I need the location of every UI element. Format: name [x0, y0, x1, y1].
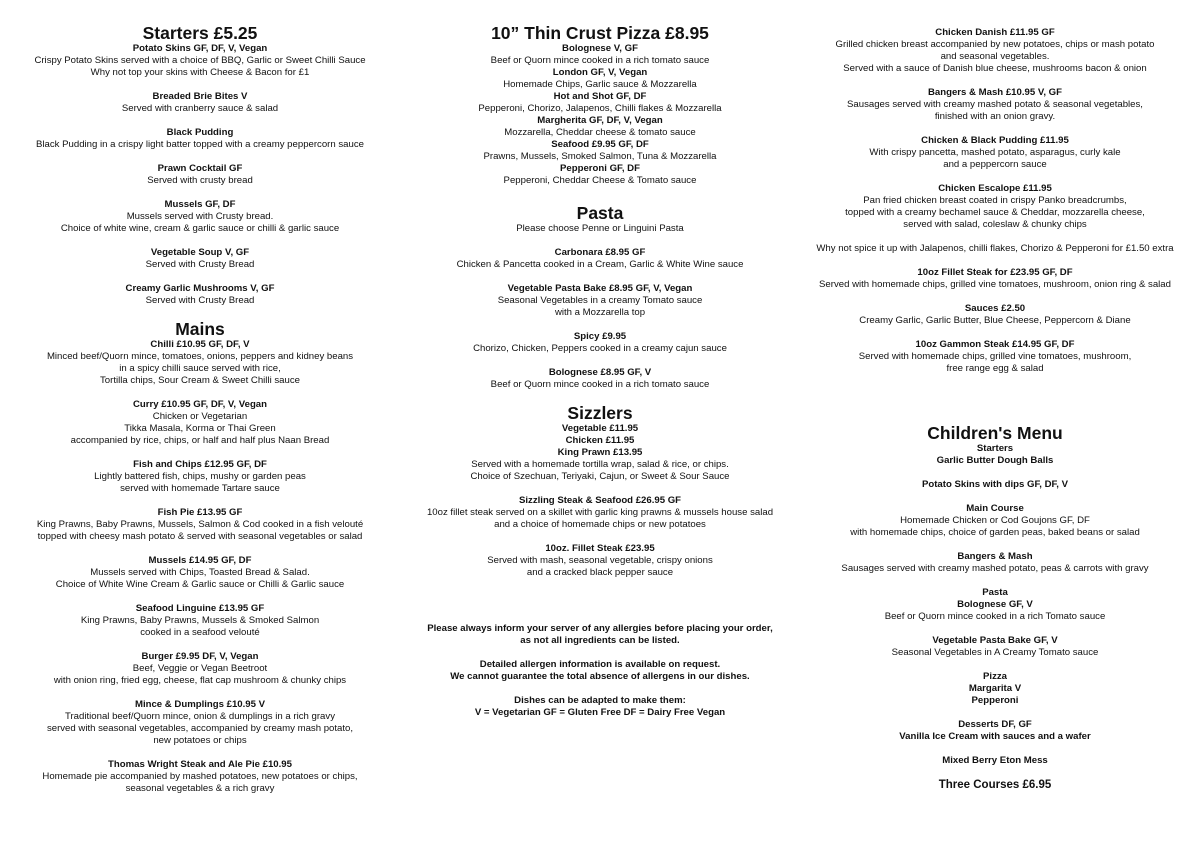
menu-item [15, 283, 385, 307]
kids-vpb-desc: Seasonal Vegetables in A Creamy Tomato sauce [891, 647, 1099, 658]
menu-item-name: Bangers & Mash £10.95 V, GF [927, 87, 1063, 98]
sizzlers-more-list [410, 495, 790, 579]
kids-title: Children's Menu [927, 423, 1063, 443]
menu-item [15, 339, 385, 387]
menu-item [410, 67, 790, 91]
kids-bangers-name: Bangers & Mash [957, 551, 1033, 562]
menu-item-description: Mozzarella, Cheddar cheese & tomato sauce [504, 127, 696, 138]
menu-item-description: Choice of White Wine Cream & Garlic sauce or Chilli & Garlic sauce [55, 579, 345, 590]
allergen-note [410, 659, 790, 683]
kids-pizza-item: Margarita V [968, 683, 1022, 694]
menu-item-name: 10oz Fillet Steak for £23.95 GF, DF [917, 267, 1073, 278]
menu-item-description: Traditional beef/Quorn mince, onion & dumplings in a rich gravy [64, 711, 335, 722]
menu-item-name: Bolognese £8.95 GF, V [548, 367, 652, 378]
pizza-list [410, 43, 790, 187]
allergen-note [410, 695, 790, 719]
childrens-menu [800, 423, 1190, 791]
menu-item-name: Chicken & Black Pudding £11.95 [921, 135, 1069, 146]
menu-item-description: Served with cranberry sauce & salad [121, 103, 279, 114]
menu-item-description: Pan fried chicken breast coated in crispy Panko breadcrumbs, [863, 195, 1127, 206]
menu-item [410, 91, 790, 115]
allergen-note [410, 623, 790, 647]
menu-item-description: Crispy Potato Skins served with a choice of BBQ, Garlic or Sweet Chilli Sauce [34, 55, 366, 66]
sizzler-name: Chicken £11.95 [565, 435, 635, 446]
menu-item-description: Chorizo, Chicken, Peppers cooked in a creamy cajun sauce [473, 343, 727, 354]
allergen-note-line: as not all ingredients can be listed. [520, 635, 680, 646]
sizzler-name: King Prawn £13.95 [557, 447, 643, 458]
menu-item [800, 303, 1190, 327]
menu-item-name: Hot and Shot GF, DF [553, 91, 647, 102]
menu-item-description: Homemade pie accompanied by mashed potatoes, new potatoes or chips, [42, 771, 358, 782]
pasta-title: Pasta [576, 203, 624, 223]
menu-item [800, 135, 1190, 171]
kids-desserts [800, 719, 1190, 743]
kids-three-courses: Three Courses £6.95 [938, 779, 1052, 791]
menu-item-description: free range egg & salad [946, 363, 1044, 374]
menu-item-description: Served with mash, seasonal vegetable, crispy onions [487, 555, 713, 566]
menu-item-description: Choice of white wine, cream & garlic sauce or chilli & garlic sauce [60, 223, 340, 234]
menu-item-name: Fish Pie £13.95 GF [157, 507, 243, 518]
allergen-note-line: We cannot guarantee the total absence of allergens in our dishes. [450, 671, 750, 682]
kids-main-head: Main Course [966, 503, 1024, 514]
menu-item [410, 331, 790, 355]
menu-item-name: Seafood £9.95 GF, DF [551, 139, 649, 150]
menu-item-description: Chicken or Vegetarian [152, 411, 248, 422]
menu-item [410, 247, 790, 271]
menu-item [15, 163, 385, 187]
kids-starters [800, 443, 1190, 467]
menu-item [15, 759, 385, 795]
menu-item-description: served with salad, coleslaw & chunky chips [903, 219, 1087, 230]
menu-item [15, 699, 385, 747]
pasta-intro: Please choose Penne or Linguini Pasta [516, 223, 684, 234]
menu-item [15, 199, 385, 235]
sizzler-description-line: Choice of Szechuan, Teriyaki, Cajun, or Sweet & Sour Sauce [470, 471, 730, 482]
menu-item-description: Seasonal Vegetables in a creamy Tomato sauce [497, 295, 703, 306]
menu-item [15, 507, 385, 543]
menu-item-description: Mussels served with Chips, Toasted Bread & Salad. [90, 567, 310, 578]
menu-item [410, 163, 790, 187]
sizzler-description-line: Served with a homemade tortilla wrap, salad & rice, or chips. [471, 459, 729, 470]
kids-starter-dough-balls: Garlic Butter Dough Balls [936, 455, 1054, 466]
menu-item-description: Prawns, Mussels, Smoked Salmon, Tuna & Mozzarella [483, 151, 717, 162]
spice-note: Why not spice it up with Jalapenos, chilli flakes, Chorizo & Pepperoni for £1.50 extra [816, 243, 1174, 254]
menu-item-name: Potato Skins GF, DF, V, Vegan [132, 43, 268, 54]
column-pizza-pasta-sizzlers [410, 23, 790, 731]
menu-item-description: in a spicy chilli sauce served with rice, [119, 363, 281, 374]
kids-starter-potato-skins: Potato Skins with dips GF, DF, V [921, 479, 1069, 490]
kids-pizza-item: Pepperoni [971, 695, 1019, 706]
menu-item-name: Sauces £2.50 [964, 303, 1026, 314]
menu-item [410, 283, 790, 319]
menu-item-description: Creamy Garlic, Garlic Butter, Blue Cheese, Peppercorn & Diane [859, 315, 1131, 326]
kids-pasta [800, 587, 1190, 623]
menu-item-description: and a cracked black pepper sauce [526, 567, 674, 578]
pasta-list [410, 247, 790, 391]
pizza-title: 10” Thin Crust Pizza £8.95 [491, 23, 709, 43]
menu-item-description: new potatoes or chips [153, 735, 247, 746]
starters-title: Starters £5.25 [142, 23, 258, 43]
menu-item-description: Beef, Veggie or Vegan Beetroot [132, 663, 268, 674]
menu-item-name: Seafood Linguine £13.95 GF [135, 603, 265, 614]
menu-item-description: finished with an onion gravy. [934, 111, 1056, 122]
menu-item [800, 87, 1190, 123]
menu-item [800, 27, 1190, 75]
allergen-note-line: V = Vegetarian GF = Gluten Free DF = Dairy Free Vegan [474, 707, 726, 718]
menu-item-description: Sausages served with creamy mashed potato & seasonal vegetables, [847, 99, 1143, 110]
kids-desserts-desc: Vanilla Ice Cream with sauces and a wafer [899, 731, 1091, 742]
menu-item [410, 495, 790, 531]
menu-item-description: with a Mozzarella top [554, 307, 646, 318]
kids-pasta-name: Bolognese GF, V [957, 599, 1033, 610]
menu-item-description: Pepperoni, Chorizo, Jalapenos, Chilli flakes & Mozzarella [478, 103, 722, 114]
kids-starters-head: Starters [976, 443, 1014, 454]
menu-item-name: Thomas Wright Steak and Ale Pie £10.95 [108, 759, 292, 770]
menu-item-description: Tortilla chips, Sour Cream & Sweet Chilli sauce [100, 375, 300, 386]
menu-item [15, 399, 385, 447]
menu-item-name: Vegetable Pasta Bake £8.95 GF, V, Vegan [507, 283, 693, 294]
starters-list [15, 43, 385, 307]
menu-item-name: Mince & Dumplings £10.95 V [134, 699, 266, 710]
menu-item-description: Why not top your skins with Cheese & Bacon for £1 [90, 67, 310, 78]
menu-item-description: Served with a sauce of Danish blue cheese, mushrooms bacon & onion [843, 63, 1147, 74]
menu-item-description: Minced beef/Quorn mince, tomatoes, onions, peppers and kidney beans [46, 351, 354, 362]
menu-item-name: Bolognese V, GF [562, 43, 638, 54]
menu-item-name: Burger £9.95 DF, V, Vegan [141, 651, 259, 662]
steaks-list [800, 267, 1190, 375]
menu-item-name: Chicken Escalope £11.95 [938, 183, 1052, 194]
menu-item-description: 10oz fillet steak served on a skillet with garlic king prawns & mussels house salad [426, 507, 774, 518]
menu-item-description: Homemade Chips, Garlic sauce & Mozzarella [503, 79, 697, 90]
menu-item-description: with onion ring, fried egg, cheese, flat cap mushroom & chunky chips [53, 675, 347, 686]
kids-desserts-head: Desserts DF, GF [958, 719, 1032, 730]
menu-item [15, 459, 385, 495]
menu-item-description: Pepperoni, Cheddar Cheese & Tomato sauce [503, 175, 697, 186]
kids-pasta-desc: Beef or Quorn mince cooked in a rich Tomato sauce [884, 611, 1106, 622]
menu-item-description: Tikka Masala, Korma or Thai Green [124, 423, 276, 434]
menu-item-name: Carbonara £8.95 GF [554, 247, 646, 258]
menu-item-name: 10oz. Fillet Steak £23.95 [545, 543, 655, 554]
menu-item [15, 247, 385, 271]
menu-item [410, 543, 790, 579]
allergen-note-line: Please always inform your server of any allergies before placing your order, [427, 623, 773, 634]
menu-item [800, 339, 1190, 375]
kids-pizza-head: Pizza [983, 671, 1007, 682]
column-specials-kids [800, 27, 1190, 791]
menu-item-description: King Prawns, Baby Prawns, Mussels & Smoked Salmon [80, 615, 320, 626]
column-starters-mains [15, 23, 385, 807]
kids-main-desc-2: with homemade chips, choice of garden peas, baked beans or salad [850, 527, 1140, 538]
menu-item-name: Margherita GF, DF, V, Vegan [537, 115, 663, 126]
menu-item-description: topped with a creamy bechamel sauce & Cheddar, mozzarella cheese, [845, 207, 1145, 218]
sizzlers-group [410, 423, 790, 483]
sizzler-description [410, 459, 790, 483]
menu-item-description: With crispy pancetta, mashed potato, asparagus, curly kale [869, 147, 1121, 158]
menu-item [800, 267, 1190, 291]
menu-item [410, 139, 790, 163]
kids-veg-pasta-bake [800, 635, 1190, 659]
menu-item-name: Pepperoni GF, DF [560, 163, 640, 174]
allergen-notes [410, 623, 790, 719]
menu-item-description: accompanied by rice, chips, or half and half plus Naan Bread [70, 435, 330, 446]
menu-item-description: Chicken & Pancetta cooked in a Cream, Garlic & White Wine sauce [456, 259, 744, 270]
menu-item-description: Black Pudding in a crispy light batter topped with a creamy peppercorn sauce [36, 139, 364, 150]
kids-main-course [800, 503, 1190, 539]
menu-item [15, 651, 385, 687]
menu-item [15, 91, 385, 115]
menu-item-description: Mussels served with Crusty bread. [126, 211, 274, 222]
menu-item-name: Chilli £10.95 GF, DF, V [150, 339, 250, 350]
menu-item [410, 115, 790, 139]
menu-item [15, 603, 385, 639]
sizzlers-title: Sizzlers [567, 403, 633, 423]
menu-item-description: Served with Crusty Bread [145, 259, 255, 270]
menu-item-description: topped with cheesy mash potato & served with seasonal vegetables or salad [37, 531, 363, 542]
kids-bangers [800, 551, 1190, 575]
kids-main-desc-1: Homemade Chicken or Cod Goujons GF, DF [900, 515, 1090, 526]
menu-item-description: Served with Crusty Bread [145, 295, 255, 306]
menu-item-name: Sizzling Steak & Seafood £26.95 GF [518, 495, 682, 506]
menu-item [15, 555, 385, 591]
menu-item-name: Curry £10.95 GF, DF, V, Vegan [132, 399, 268, 410]
menu-item [410, 367, 790, 391]
menu-item-name: Mussels £14.95 GF, DF [148, 555, 252, 566]
kids-vpb-name: Vegetable Pasta Bake GF, V [932, 635, 1058, 646]
menu-item-description: and a peppercorn sauce [943, 159, 1047, 170]
kids-pasta-head: Pasta [982, 587, 1008, 598]
menu-item-description: served with seasonal vegetables, accompanied by creamy mash potato, [46, 723, 354, 734]
menu-item-name: Vegetable Soup V, GF [150, 247, 250, 258]
kids-bangers-desc: Sausages served with creamy mashed potato, peas & carrots with gravy [841, 563, 1149, 574]
menu-item-name: Creamy Garlic Mushrooms V, GF [125, 283, 275, 294]
kids-pizza [800, 671, 1190, 707]
menu-item-description: Lightly battered fish, chips, mushy or garden peas [94, 471, 306, 482]
menu-item-name: Chicken Danish £11.95 GF [935, 27, 1055, 38]
menu-item-name: Fish and Chips £12.95 GF, DF [133, 459, 267, 470]
menu-item-description: Beef or Quorn mince cooked in a rich tomato sauce [490, 55, 710, 66]
menu-item [800, 183, 1190, 231]
menu-item-description: King Prawns, Baby Prawns, Mussels, Salmon & Cod cooked in a fish velouté [36, 519, 364, 530]
menu-item-description: cooked in a seafood velouté [140, 627, 260, 638]
sizzler-name: Vegetable £11.95 [561, 423, 639, 434]
menu-item-description: Served with crusty bread [147, 175, 253, 186]
menu-item-name: Black Pudding [166, 127, 234, 138]
menu-item-description: and a choice of homemade chips or new potatoes [494, 519, 706, 530]
menu-item-name: Prawn Cocktail GF [157, 163, 243, 174]
menu-item-description: and seasonal vegetables. [940, 51, 1050, 62]
menu-item-name: 10oz Gammon Steak £14.95 GF, DF [915, 339, 1075, 350]
allergen-note-line: Dishes can be adapted to make them: [514, 695, 686, 706]
menu-item-description: served with homemade Tartare sauce [120, 483, 280, 494]
menu-item-name: Mussels GF, DF [164, 199, 236, 210]
menu-item-description: Grilled chicken breast accompanied by new potatoes, chips or mash potato [835, 39, 1155, 50]
menu-item-name: London GF, V, Vegan [552, 67, 648, 78]
mains-title: Mains [175, 319, 225, 339]
mains-list [15, 339, 385, 795]
kids-eton-mess: Mixed Berry Eton Mess [942, 755, 1048, 766]
menu-item-description: Beef or Quorn mince cooked in a rich tomato sauce [490, 379, 710, 390]
menu-item-description: Served with homemade chips, grilled vine tomatoes, mushroom, [858, 351, 1132, 362]
menu-item [15, 127, 385, 151]
allergen-note-line: Detailed allergen information is available on request. [479, 659, 721, 670]
menu-item [410, 43, 790, 67]
menu-item-description: seasonal vegetables & a rich gravy [125, 783, 275, 794]
specials-list [800, 27, 1190, 231]
menu-item [15, 43, 385, 79]
menu-item-name: Spicy £9.95 [573, 331, 627, 342]
sizzler-names [410, 423, 790, 459]
menu-item-description: Served with homemade chips, grilled vine tomatoes, mushroom, onion ring & salad [819, 279, 1171, 290]
menu-item-name: Breaded Brie Bites V [152, 91, 248, 102]
